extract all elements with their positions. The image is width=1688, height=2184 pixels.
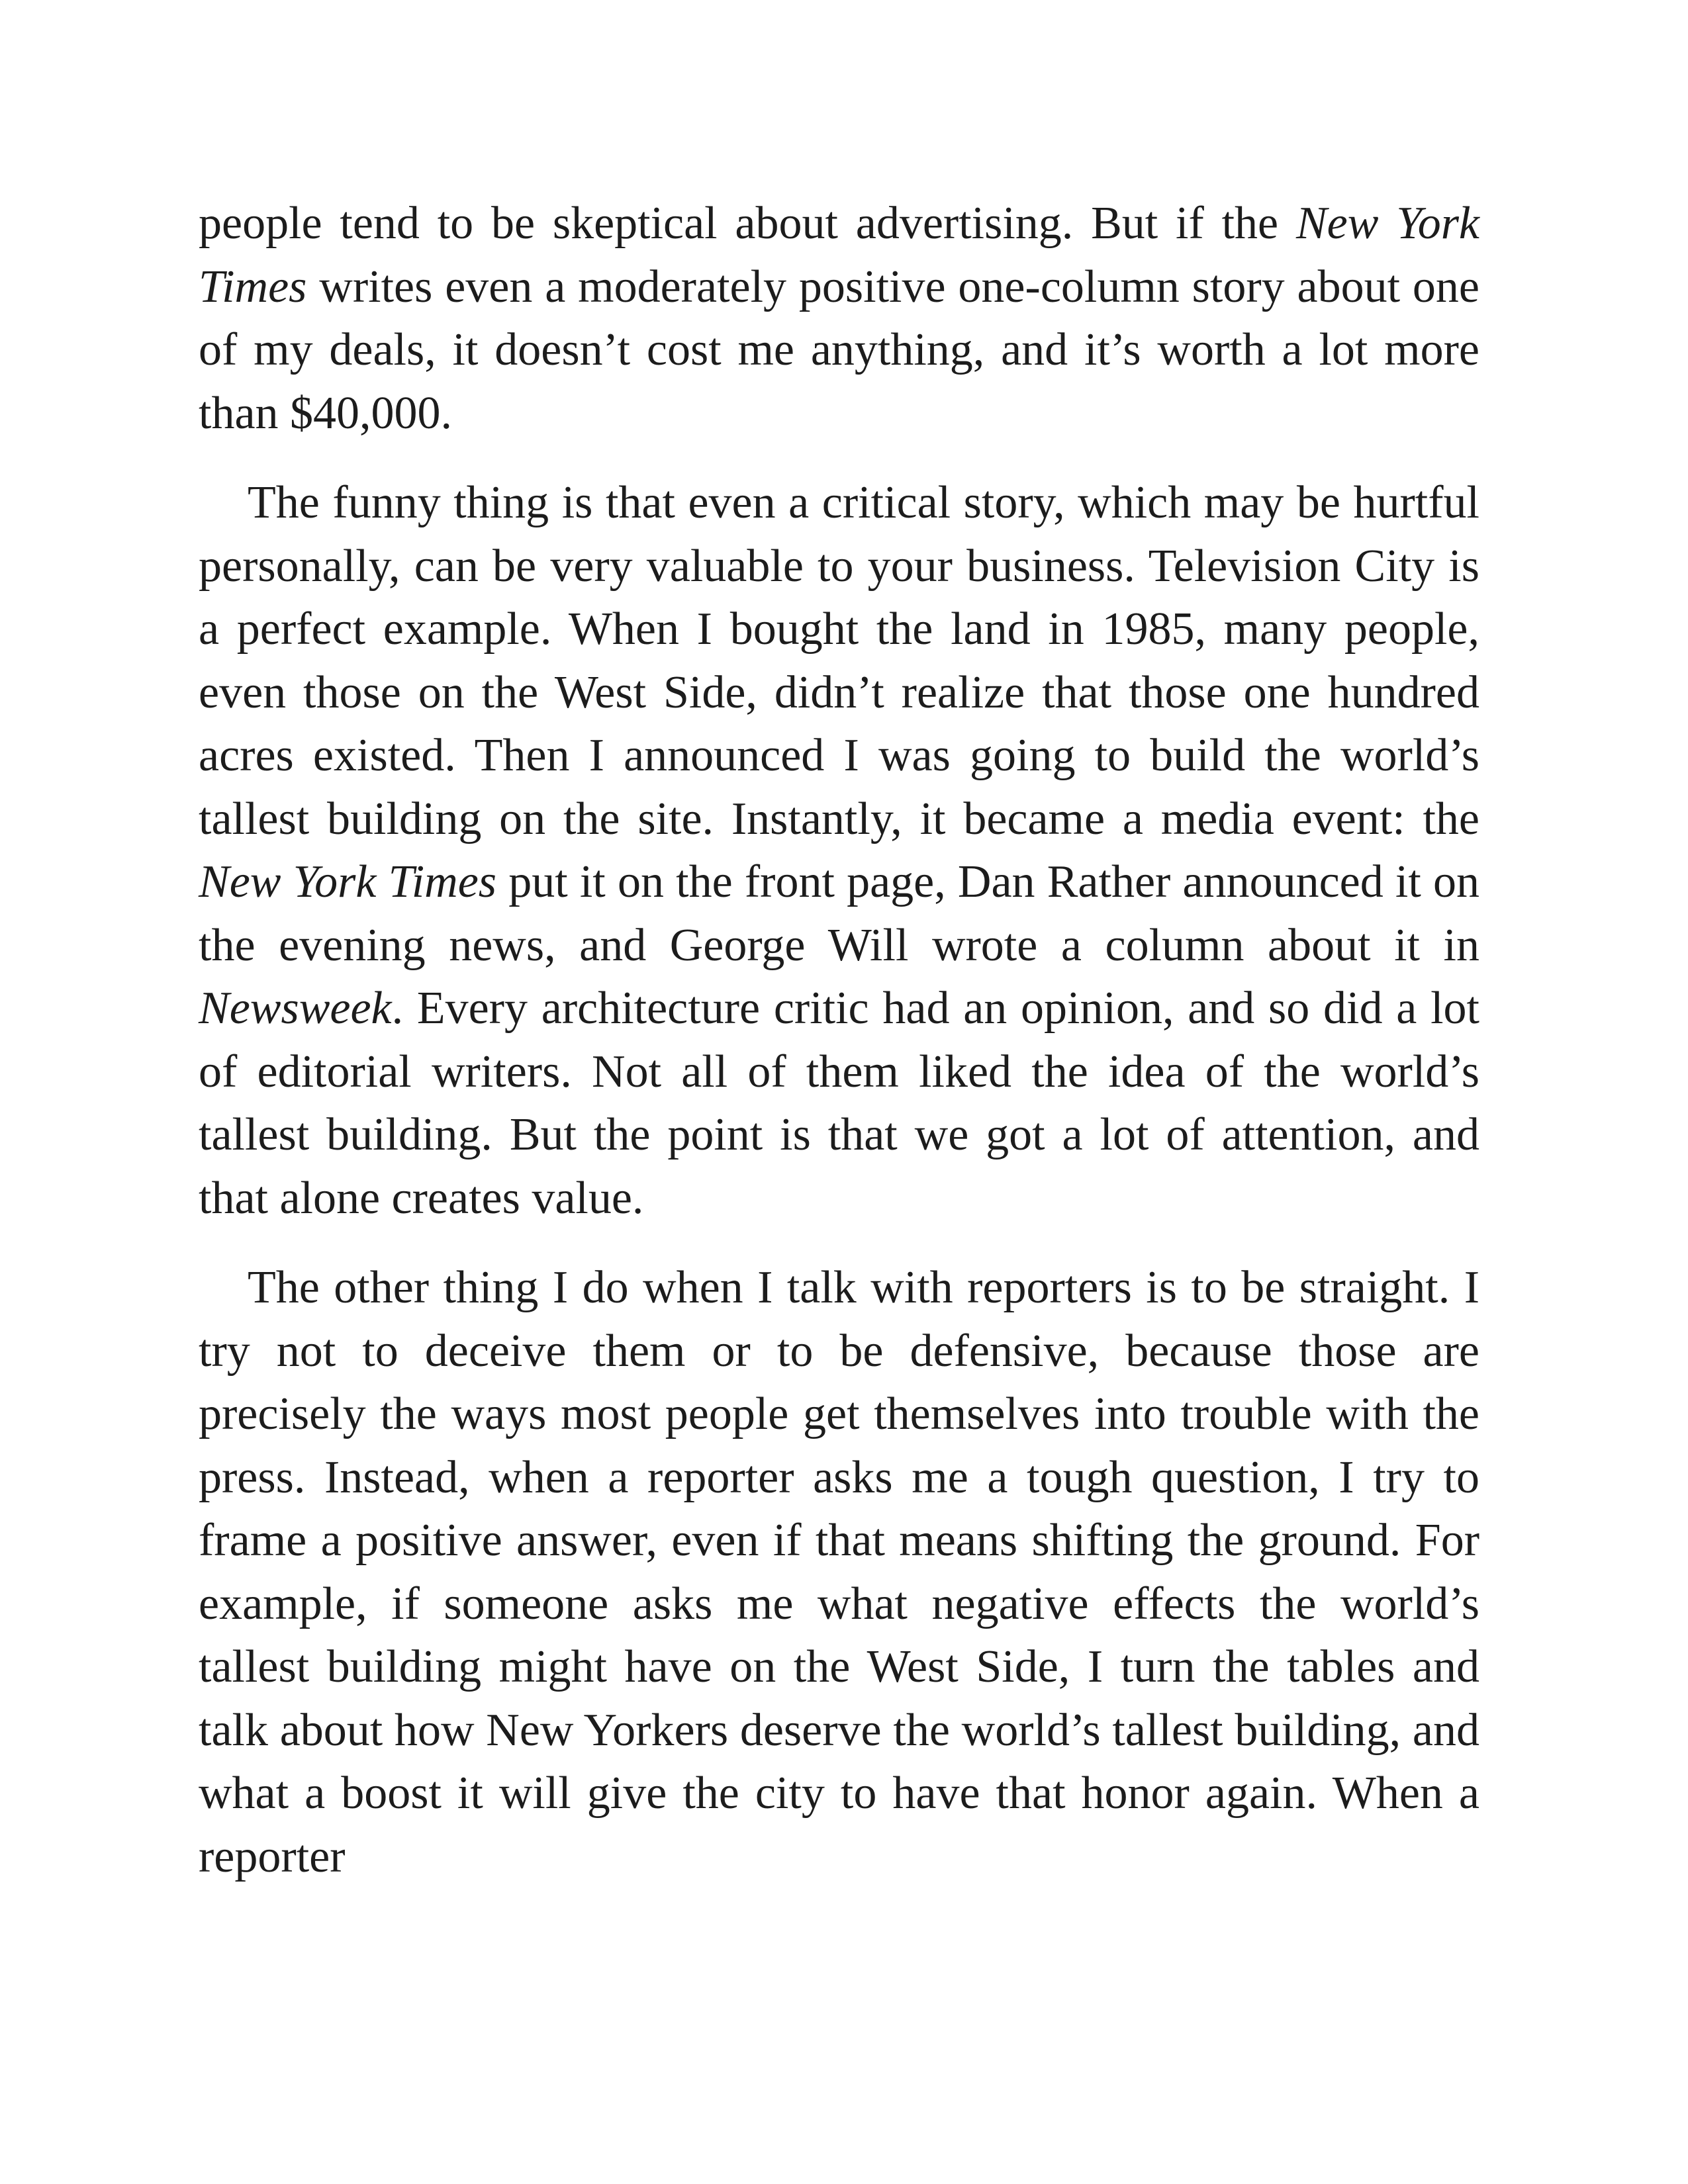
text-segment: people tend to be skeptical about advertising. But if the <box>199 198 1296 249</box>
paragraph-3 <box>199 1256 1479 1888</box>
text-segment: writes even a moderately positive one-column story about one of my deals, it doesn’t cost me anything, and it’s worth a lot more than $40,000. <box>199 261 1479 439</box>
italic-title: Newsweek <box>199 983 392 1034</box>
text-segment: put it on the front page, Dan Rather announced it on the evening news, and George Will wrote a column about it in <box>199 856 1479 971</box>
text-segment: The other thing I do when I talk with reporters is to be straight. I try not to deceive them or to be defensive, because those are precisely the ways most people get themselves into trouble with the press. Instead, when a reporter asks me a tough question, I try to frame a positive answer, even if that means shifting the ground. For example, if someone asks me what negative effects the world’s tallest building might have on the West Side, I turn the tables and talk about how New Yorkers deserve the world’s tallest building, and what a boost it will give the city to have that honor again. When a reporter <box>199 1262 1479 1882</box>
paragraph-2 <box>199 471 1479 1230</box>
italic-title: New York Times <box>199 198 1480 312</box>
text-segment: . Every architecture critic had an opinion, and so did a lot of editorial writers. Not all of them liked the idea of the world’s tallest building. But the point is that we got a lot of attention, and that alone creates value. <box>199 983 1479 1224</box>
italic-title: New York Times <box>199 856 497 907</box>
text-segment: The funny thing is that even a critical story, which may be hurtful personally, can be very valuable to your business. Television City is a perfect example. When I bought the land in 1985, many people, even those on the West Side, didn’t realize that those one hundred acres existed. Then I announced I was going to build the world’s tallest building on the site. Instantly, it became a media event: the <box>199 477 1479 844</box>
paragraph-1 <box>199 192 1479 445</box>
book-page-body <box>199 192 1479 1888</box>
